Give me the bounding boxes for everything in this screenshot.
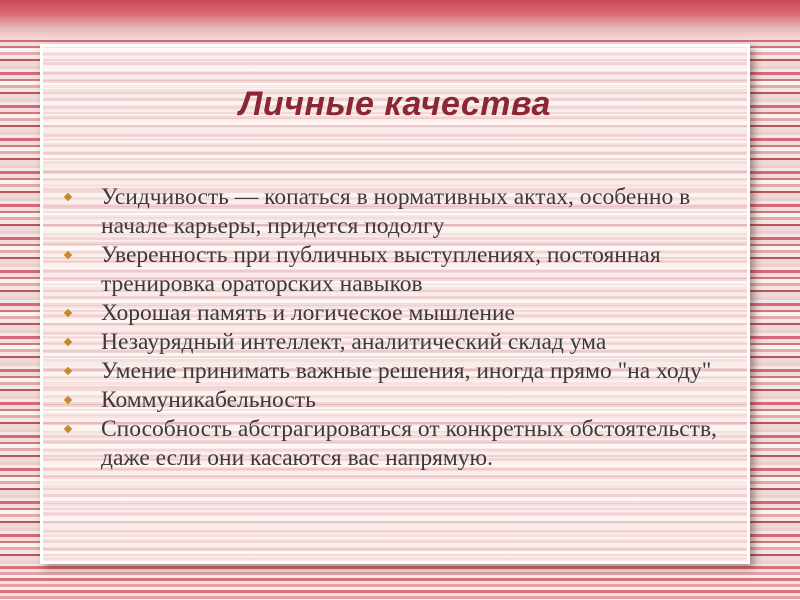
background-bottom-band — [0, 566, 800, 600]
bullet-text: Уверенность при публичных выступлениях, постоянная тренировка ораторских навыков — [101, 242, 661, 297]
background-top-band — [0, 0, 800, 40]
bullet-text: Способность абстрагироваться от конкретных обстоятельств, даже если они касаются вас напрямую. — [101, 416, 717, 471]
slide-content-panel — [40, 44, 750, 564]
bullet-item — [63, 386, 723, 415]
bullet-item — [63, 183, 723, 241]
bullet-item — [63, 357, 723, 386]
bullet-text: Коммуникабельность — [101, 387, 316, 413]
bullet-list — [63, 183, 723, 473]
bullet-text: Усидчивость — копаться в нормативных актах, особенно в начале карьеры, придется подолгу — [101, 184, 691, 239]
bullet-item — [63, 299, 723, 328]
slide-title: Личные качества — [239, 85, 551, 123]
bullet-text: Умение принимать важные решения, иногда прямо "на ходу" — [101, 358, 712, 384]
bullet-item — [63, 415, 723, 473]
diamond-bullet-icon — [64, 338, 72, 346]
bullet-item — [63, 241, 723, 299]
diamond-bullet-icon — [64, 367, 72, 375]
diamond-bullet-icon — [64, 193, 72, 201]
diamond-bullet-icon — [64, 425, 72, 433]
diamond-bullet-icon — [64, 396, 72, 404]
diamond-bullet-icon — [64, 309, 72, 317]
bullet-item — [63, 328, 723, 357]
bullet-text: Незаурядный интеллект, аналитический склад ума — [101, 329, 607, 355]
diamond-bullet-icon — [64, 251, 72, 259]
bullet-text: Хорошая память и логическое мышление — [101, 300, 515, 326]
